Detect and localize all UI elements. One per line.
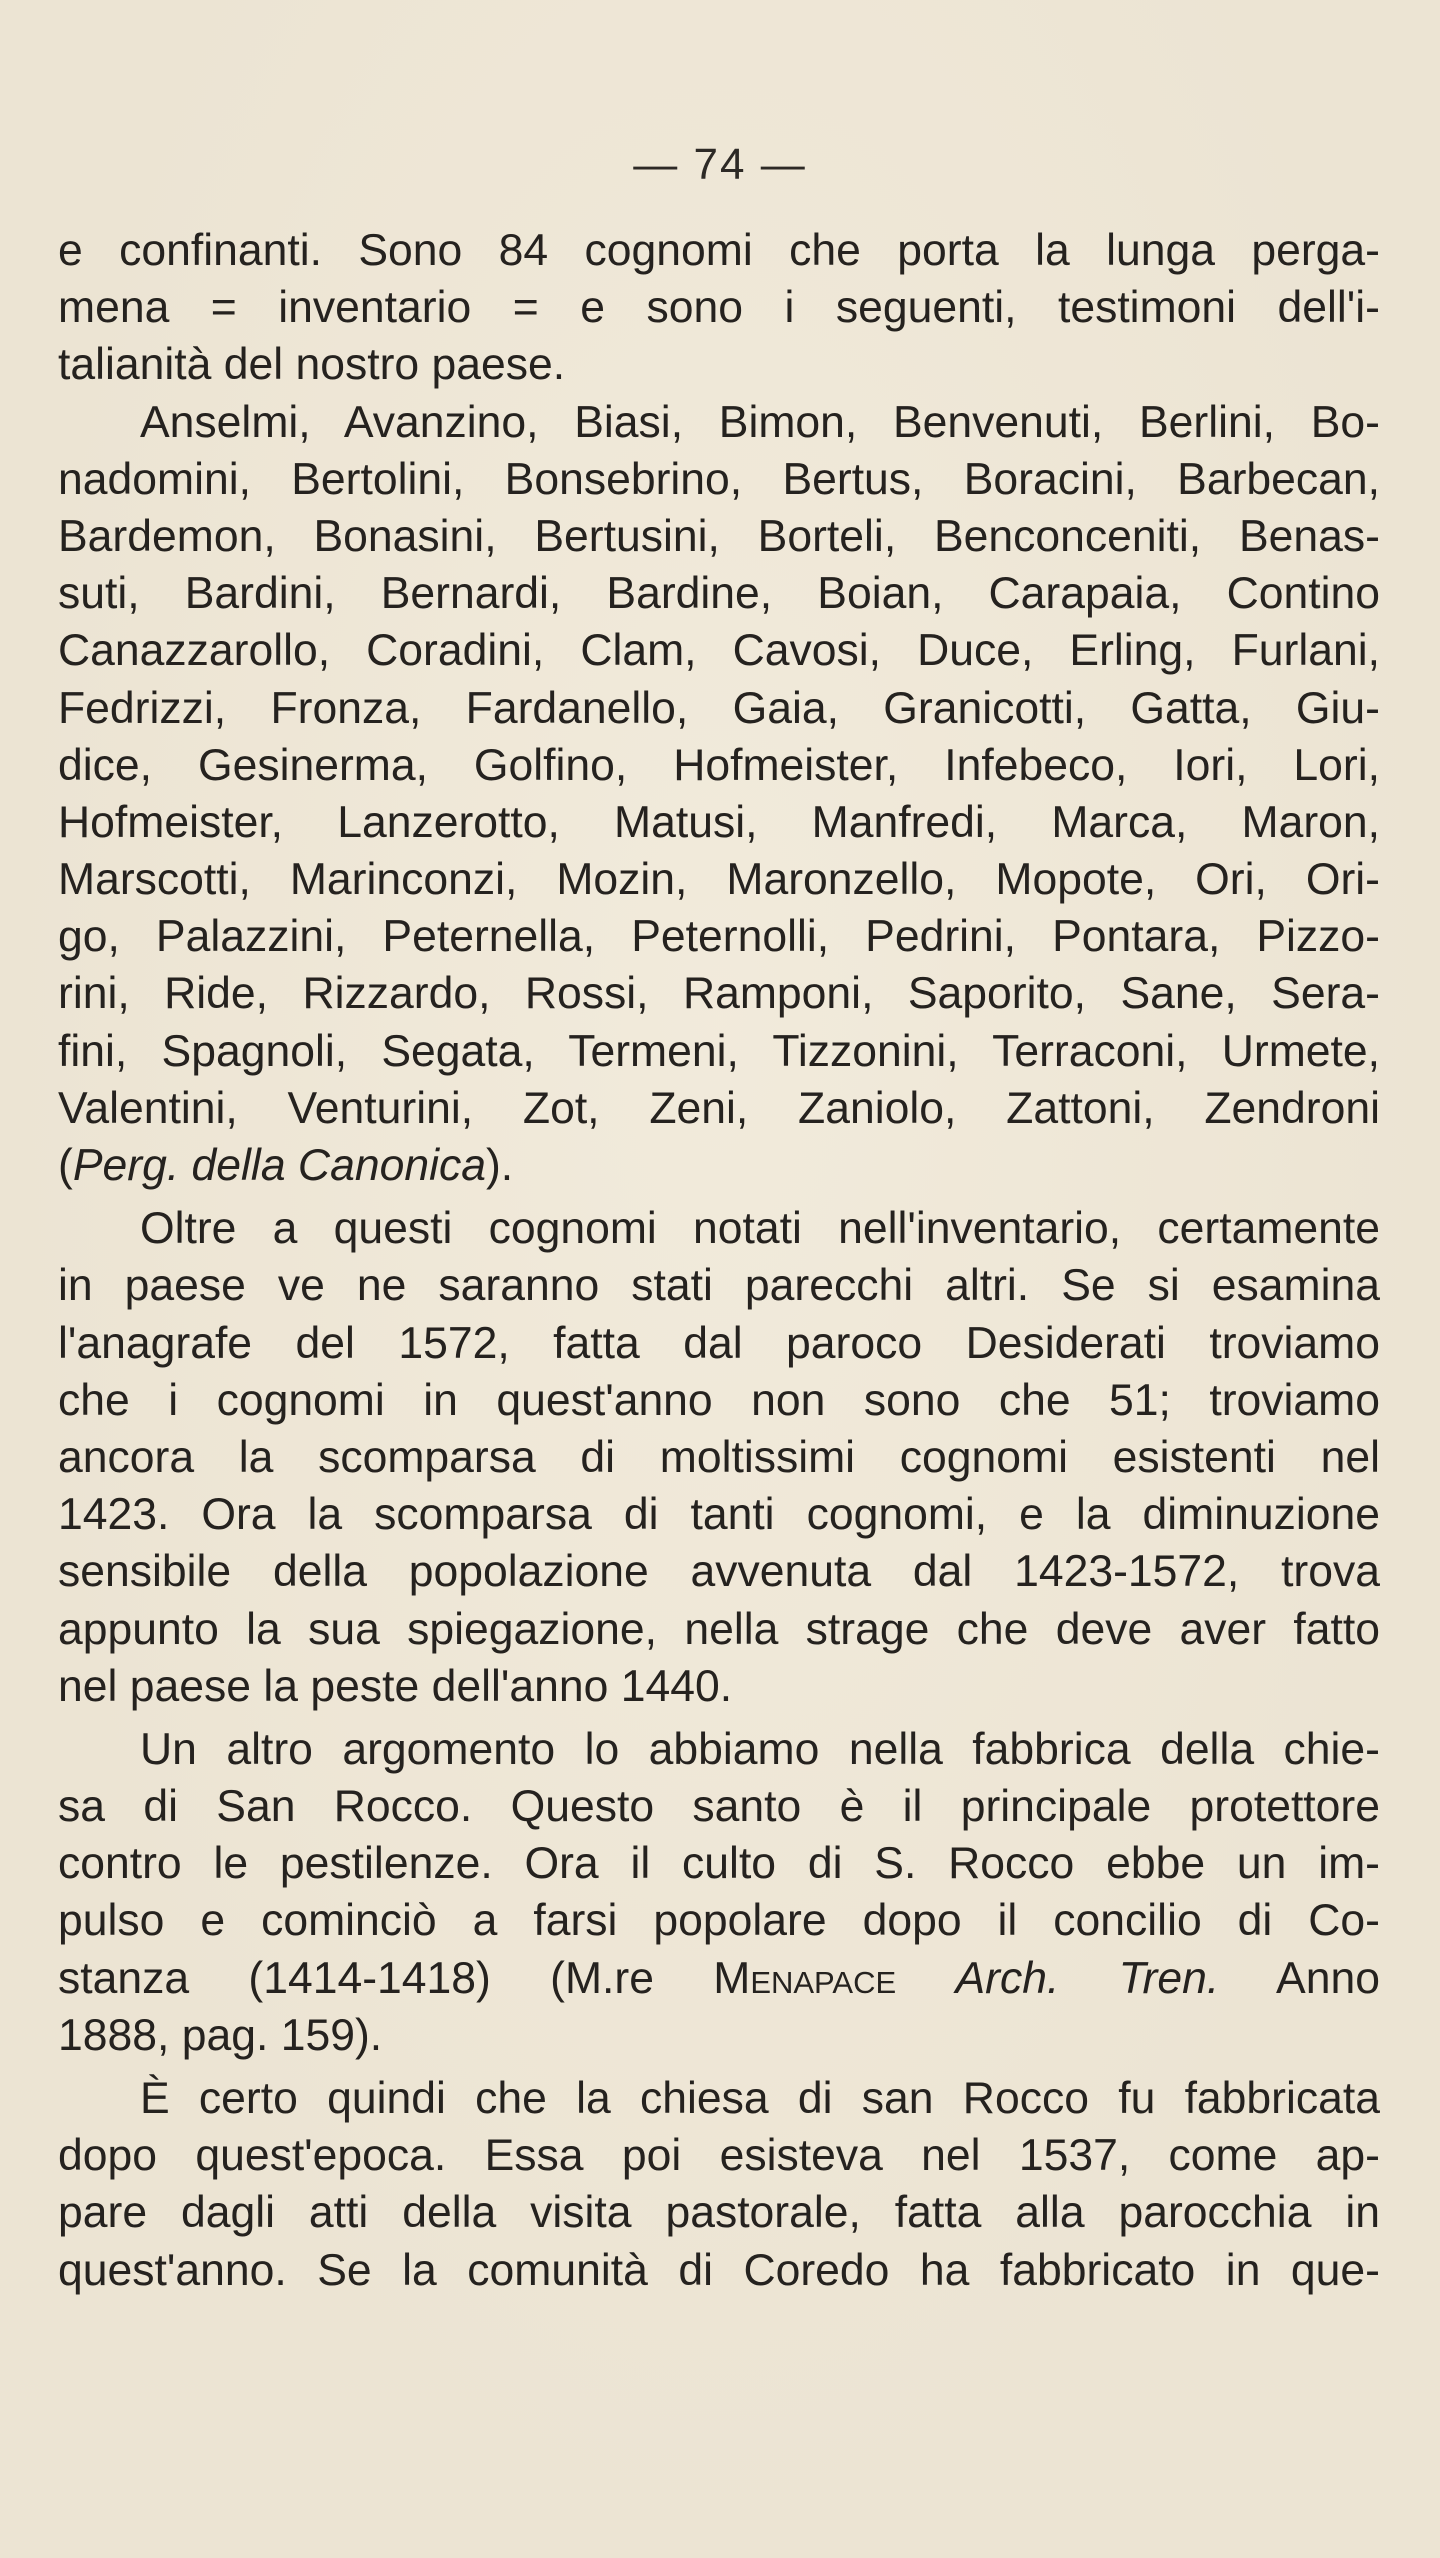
text-line: dopo quest'epoca. Essa poi esisteva nel 1537, come ap- [58,2131,1380,2181]
text-line: pare dagli atti della visita pastorale, fatta alla parocchia in [58,2188,1380,2238]
citation-italic: Perg. della Canonica [72,1141,486,1190]
citation-close: ). [485,1141,514,1190]
text-line: Valentini, Venturini, Zot, Zeni, Zaniolo, Zattoni, Zendroni [58,1083,1380,1133]
text-line: e confinanti. Sono 84 cognomi che porta la lunga perga- [58,226,1380,275]
text-line: dice, Gesinerma, Golfino, Hofmeister, Infebeco, Iori, Lori, [58,740,1380,790]
reference-author: Menapace [713,1953,897,2003]
reference-journal: Arch. Tren. [955,1953,1220,2003]
text-line: in paese ve ne saranno stati parecchi altri. Se si esamina [58,1261,1380,1311]
text-line: Fedrizzi, Fronza, Fardanello, Gaia, Granicotti, Gatta, Giu- [58,683,1380,733]
text-line: go, Palazzini, Peternella, Peternolli, Pedrini, Pontara, Pizzo- [58,912,1380,962]
reference-prefix: stanza (1414-1418) (M.re [58,1953,714,2003]
text-line: nadomini, Bertolini, Bonsebrino, Bertus, Boracini, Barbecan, [58,454,1380,504]
text-line: appunto la sua spiegazione, nella strage che deve aver fatto [58,1604,1380,1654]
text-line: mena = inventario = e sono i seguenti, testimoni dell'i- [58,283,1380,333]
text-line: talianità del nostro paese. [58,340,566,390]
text-line: sensibile della popolazione avvenuta dal 1423-1572, trova [58,1547,1380,1597]
text-line: suti, Bardini, Bernardi, Bardine, Boian, Carapaia, Contino [58,569,1380,619]
text-line: Un altro argomento lo abbiamo nella fabbrica della chie- [140,1724,1380,1774]
text-line: rini, Ride, Rizzardo, Rossi, Ramponi, Saporito, Sane, Sera- [58,969,1380,1019]
text-line: l'anagrafe del 1572, fatta dal paroco Desiderati troviamo [58,1318,1380,1368]
text-line-citation [58,1137,1380,1194]
text-line: contro le pestilenze. Ora il culto di S. Rocco ebbe un im- [58,1839,1380,1889]
text-line: ancora la scomparsa di moltissimi cognomi esistenti nel [58,1432,1380,1482]
text-line: quest'anno. Se la comunità di Coredo ha fabbricato in que- [58,2245,1380,2295]
text-line: pulso e cominciò a farsi popolare dopo il concilio di Co- [58,1896,1380,1946]
body-text [58,222,1380,2299]
citation-open: ( [58,1141,73,1190]
text-line: Marscotti, Marinconzi, Mozin, Maronzello, Mopote, Ori, Ori- [58,855,1380,905]
text-line: che i cognomi in quest'anno non sono che 51; troviamo [58,1375,1380,1425]
text-line: Canazzarollo, Coradini, Clam, Cavosi, Duce, Erling, Furlani, [58,626,1380,676]
text-line-reference [58,1950,1380,2007]
text-line: sa di San Rocco. Questo santo è il principale protettore [58,1782,1380,1832]
text-line: 1888, pag. 159). [58,2010,383,2060]
page-number: — 74 — [633,140,807,189]
text-line: nel paese la peste dell'anno 1440. [58,1661,733,1711]
text-line: 1423. Ora la scomparsa di tanti cognomi, e la diminuzione [58,1490,1380,1540]
reference-anno: Anno [1276,1953,1380,2003]
text-line: È certo quindi che la chiesa di san Rocco fu fabbricata [140,2074,1380,2123]
text-line: fini, Spagnoli, Segata, Termeni, Tizzonini, Terraconi, Urmete, [58,1026,1380,1076]
text-line: Anselmi, Avanzino, Biasi, Bimon, Benvenuti, Berlini, Bo- [140,397,1380,447]
text-line: Oltre a questi cognomi notati nell'inventario, certamente [140,1204,1380,1254]
text-line: Hofmeister, Lanzerotto, Matusi, Manfredi, Marca, Maron, [58,797,1380,847]
text-line: Bardemon, Bonasini, Bertusini, Borteli, Benconceniti, Benas- [58,511,1380,561]
